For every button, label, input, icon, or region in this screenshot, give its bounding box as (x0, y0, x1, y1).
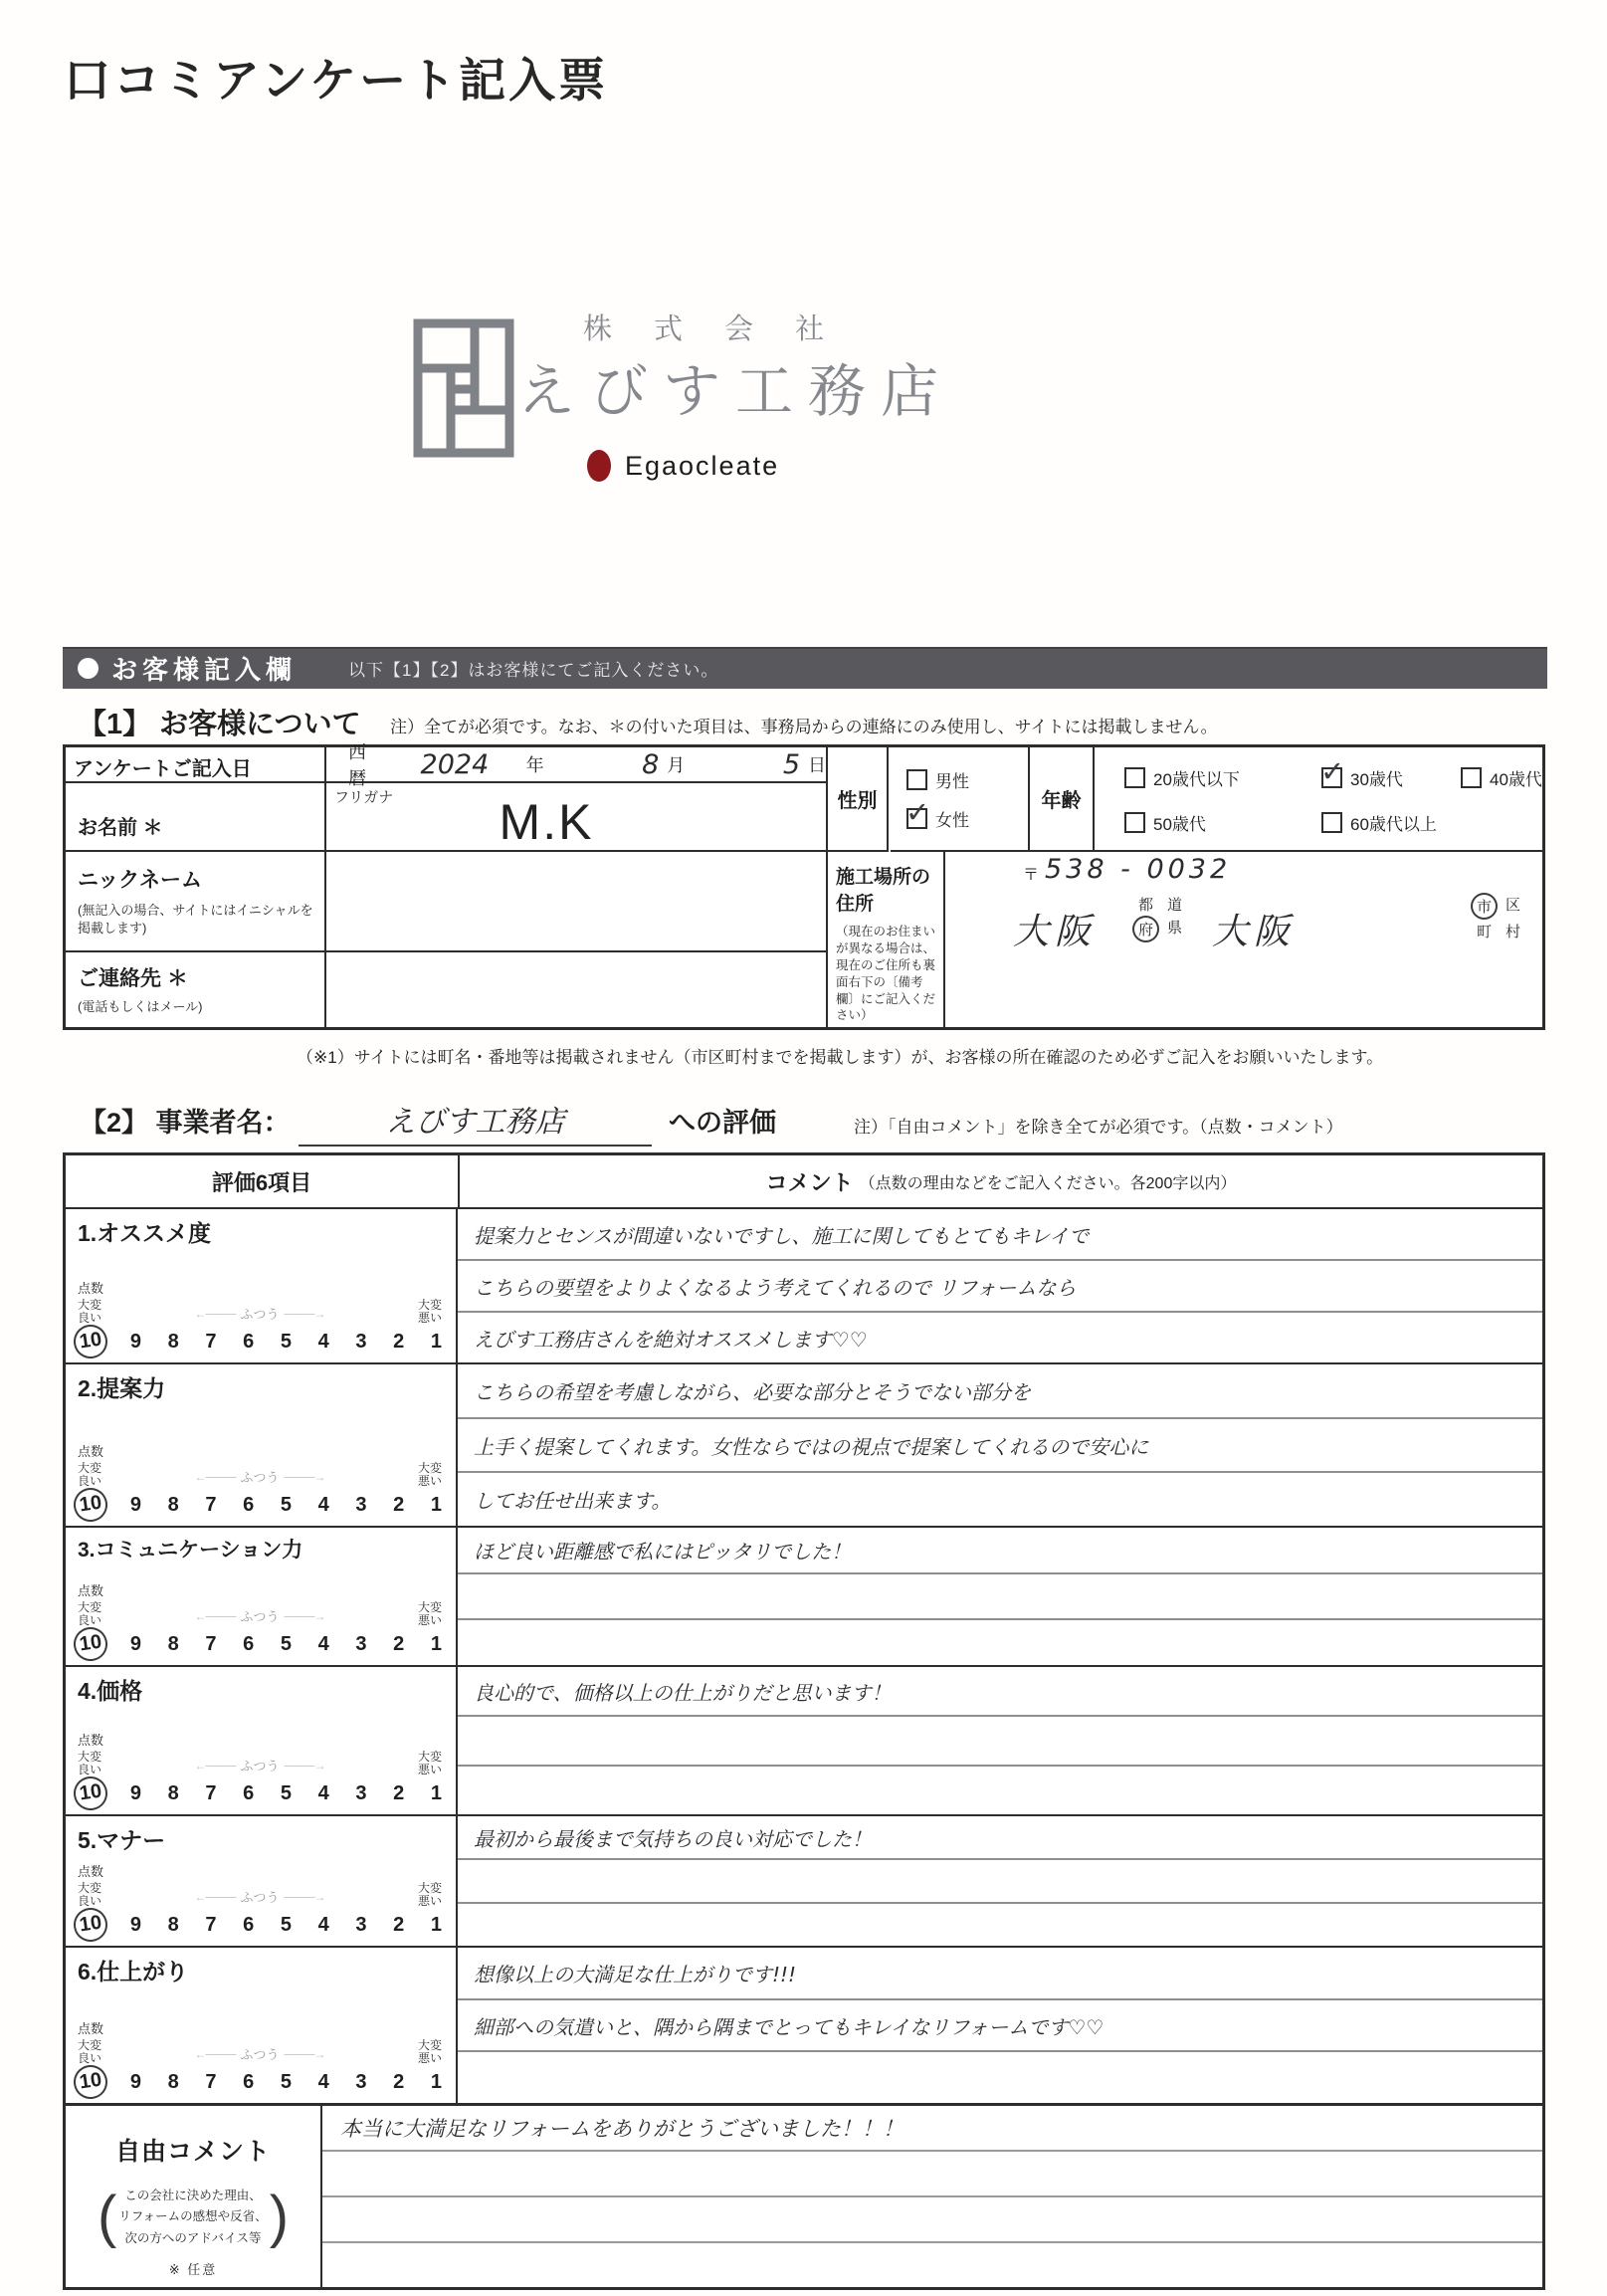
row2-score-cell: 2.提案力 点数 大変 良い ←──── ふつう ────→ 大変 悪い 10 9 8 7 6 5 4 3 2 1 (66, 1364, 458, 1526)
comment-line: 想像以上の大満足な仕上がりです!!! (458, 1948, 1542, 2000)
free-comment-label-cell (66, 2106, 322, 2287)
section1-footnote: （※1）サイトには町名・番地等は掲載されません（市区町村までを掲載します）が、お客様の所在確認のため必ずご記入をお願いいたします。 (297, 1048, 1384, 1067)
postal-mark: 〒 (1023, 867, 1040, 884)
scale-middle: ←──── ふつう ────→ (194, 1306, 325, 1322)
row5-score-cell: 5.マナー 点数 大変 良い ←──── ふつう ────→ 大変 悪い 10 9 8 7 6 5 4 3 2 1 (66, 1816, 458, 1946)
scale-labels: 大変 良い ←──── ふつう ────→ 大変 悪い (78, 1881, 442, 1909)
city-units (1473, 894, 1520, 941)
comment-line: ほど良い距離感で私にはピッタリでした！ (458, 1528, 1542, 1574)
evaluation-row-2 (66, 1362, 1542, 1526)
score-scale-row1: 10 9 8 7 6 5 4 3 2 1 (78, 1329, 442, 1355)
row6-title: 6.仕上がり (78, 1959, 189, 1984)
selected-score-circle: 10 (72, 1774, 110, 1812)
age-option-over60-label: 60歳代以上 (1350, 815, 1437, 834)
prefecture-value: 大阪 (1013, 912, 1098, 952)
customer-entry-section-bar (63, 647, 1547, 689)
gender-option-female (905, 796, 1028, 831)
month-unit: 月 (667, 755, 686, 775)
gender-label: 性別 (837, 790, 878, 812)
company-name: えびす工務店 (517, 359, 954, 424)
selected-score-circle: 10 (72, 1625, 110, 1663)
score-scale-row2: 10 9 8 7 6 5 4 3 2 1 (78, 1492, 442, 1518)
date-month-value: 8 (642, 748, 660, 780)
evaluation-row-4 (66, 1665, 1542, 1814)
contact-value-cell (326, 952, 826, 1027)
company-tagline: Egaocleate (625, 450, 780, 481)
gender-option-male-label: 男性 (935, 771, 969, 791)
nickname-label-cell (66, 852, 326, 952)
unit-cho: 町 (1477, 924, 1493, 940)
close-paren: ) (269, 2184, 290, 2249)
scale-arrow-left-icon: ←──── (194, 1306, 236, 1321)
scale-arrow-right-icon: ────→ (284, 1889, 325, 1904)
checkbox-30s (1320, 756, 1345, 788)
comment-line (458, 2052, 1542, 2103)
unit-to: 都 (1138, 897, 1154, 914)
customer-info-table (63, 744, 1545, 1030)
score-scale-row3: 10 9 8 7 6 5 4 3 2 1 (78, 1631, 442, 1657)
nickname-value-cell (326, 852, 826, 952)
free-comment-line (322, 2243, 1542, 2287)
scale-left-label: 大変 良い (78, 1297, 102, 1325)
age-option-30s-label: 30歳代 (1350, 770, 1403, 789)
comment-line (458, 1620, 1542, 1665)
scale-labels (78, 1299, 442, 1325)
city-value: 大阪 (1212, 912, 1297, 952)
checkbox-over60 (1321, 812, 1342, 833)
red-dot-icon (587, 450, 611, 482)
selected-score-circle: 10 (72, 1906, 110, 1944)
age-option-40s (1461, 765, 1542, 790)
comment-header-note: （点数の理由などをご記入ください。各200字以内） (859, 1174, 1237, 1192)
age-option-40s-label: 40歳代 (1490, 770, 1542, 789)
nickname-note: (無記入の場合、サイトにはイニシャルを掲載します) (78, 903, 313, 936)
gender-label-cell (826, 747, 889, 852)
page-title: 口コミアンケート記入票 (64, 54, 609, 106)
company-logo-icon (413, 318, 514, 463)
free-comment-line (322, 2152, 1542, 2197)
scale-arrow-left-icon: ←──── (194, 1758, 236, 1773)
bullet-circle-icon (78, 658, 99, 679)
prefecture-units (1134, 894, 1182, 941)
score-scale-row6: 10 9 8 7 6 5 4 3 2 1 (78, 2069, 442, 2095)
era-label: 西暦 (348, 742, 366, 788)
checkbox-male (906, 769, 927, 790)
comment-line: 上手く提案してくれます。女性ならではの視点で提案してくれるので安心に (458, 1419, 1542, 1474)
comment-line: 細部への気遣いと、隅から隅までとってもキレイなリフォームです♡♡ (458, 2000, 1542, 2053)
contact-label: ご連絡先 ＊ (78, 967, 188, 990)
scale-arrow-right-icon: ────→ (284, 1469, 325, 1484)
row2-title: 2.提案力 (78, 1375, 166, 1401)
comment-line (458, 1717, 1542, 1767)
unit-shi-circled: 市 (1471, 893, 1498, 920)
name-value-cell (326, 783, 826, 852)
name-label: お名前 ＊ (78, 817, 163, 839)
company-prefix: 株式会社 (583, 313, 867, 345)
age-option-under20 (1124, 765, 1240, 790)
evaluation-row-6 (66, 1946, 1542, 2103)
checkmark-icon: ✓ (905, 796, 930, 829)
age-label-cell (1030, 747, 1095, 852)
contact-note: (電話もしくはメール) (78, 999, 203, 1014)
section2-note: 注）「自由コメント」を除き全てが必須です。（点数・コメント） (854, 1118, 1343, 1137)
checkbox-40s (1461, 767, 1482, 788)
evaluation-row-5 (66, 1814, 1542, 1946)
age-option-50s-label: 50歳代 (1153, 815, 1206, 834)
address-note: （現在のお住まいが異なる場合は、現在のご住所も裏面右下の〔備考欄〕にご記入ください） (836, 925, 936, 1023)
year-unit: 年 (525, 755, 544, 775)
scale-arrow-left-icon: ←──── (194, 2046, 236, 2061)
section1-heading: 【1】 お客様について (78, 709, 361, 740)
comment-line: こちらの希望を考慮しながら、必要な部分とそうでない部分を (458, 1364, 1542, 1419)
unit-ken: 県 (1167, 920, 1183, 937)
comment-line: 提案力とセンスが間違いないですし、施工に関してもとてもキレイで (458, 1209, 1542, 1261)
comment-line: 良心的で、価格以上の仕上がりだと思います！ (458, 1667, 1542, 1717)
checkbox-female (905, 796, 930, 829)
free-comment-optional: ※ 任意 (168, 2261, 218, 2277)
checkbox-under20 (1124, 767, 1145, 788)
age-option-50s (1124, 810, 1206, 835)
nickname-label: ニックネーム (78, 869, 202, 892)
company-tagline-row (587, 450, 779, 482)
selected-score-circle: 10 (72, 1323, 110, 1360)
age-label: 年齢 (1041, 790, 1082, 812)
date-year-value: 2024 (420, 748, 490, 780)
business-name-underline (299, 1097, 652, 1147)
scale-arrow-left-icon: ←──── (194, 1608, 236, 1623)
free-comment-line: 本当に大満足なリフォームをありがとうございました！！！ (322, 2106, 1542, 2152)
row4-title: 4.価格 (78, 1678, 143, 1704)
gender-option-female-label: 女性 (935, 810, 969, 830)
evaluation-header-row (66, 1155, 1542, 1207)
row3-score-cell: 3.コミュニケーション力 点数 大変 良い ←──── ふつう ────→ 大変 悪い 10 9 8 7 6 5 4 3 2 1 (66, 1528, 458, 1665)
furigana-label: フリガナ (334, 789, 394, 806)
unit-son: 村 (1506, 924, 1521, 940)
row3-title: 3.コミュニケーション力 (78, 1539, 303, 1562)
row2-comment-cell (458, 1364, 1542, 1526)
day-unit: 日 (808, 755, 826, 775)
score-label: 点数 (78, 1280, 104, 1296)
date-label-cell (66, 747, 326, 783)
free-comment-value-cell (322, 2106, 1542, 2287)
comment-line (458, 1904, 1542, 1946)
date-label: アンケートご記入日 (74, 758, 252, 780)
items-header: 評価6項目 (66, 1155, 460, 1207)
score-scale-row5: 10 9 8 7 6 5 4 3 2 1 (78, 1912, 442, 1938)
row5-title: 5.マナー (78, 1827, 166, 1853)
comment-line: えびす工務店さんを絶対オススメします♡♡ (474, 1327, 868, 1352)
unit-fu-circled: 府 (1132, 916, 1159, 942)
row1-comment-cell (458, 1209, 1542, 1362)
comment-line (458, 1860, 1542, 1904)
comment-line: こちらの要望をよりよくなるよう考えてくれるので リフォームなら (458, 1261, 1542, 1313)
scale-arrow-left-icon: ←──── (194, 1469, 236, 1484)
gender-option-male (906, 767, 1028, 792)
section-bar-label: お客様記入欄 (111, 654, 298, 685)
comment-line: してお任せ出来ます。 (474, 1489, 672, 1514)
scale-labels: 大変 良い ←──── ふつう ────→ 大変 悪い (78, 2037, 442, 2065)
gender-options-cell (891, 747, 1030, 852)
unit-do: 道 (1167, 897, 1183, 914)
name-label-cell (66, 783, 326, 852)
date-day-value: 5 (782, 748, 800, 780)
free-comment-line (322, 2197, 1542, 2243)
comment-header (460, 1155, 1542, 1207)
scale-arrow-right-icon: ────→ (284, 1306, 325, 1321)
scale-right-label: 大変 悪い (417, 1297, 442, 1325)
scale-arrow-right-icon: ────→ (284, 1608, 325, 1623)
evaluation-row-1 (66, 1207, 1542, 1362)
postal-value: 538 - 0032 (1045, 854, 1232, 885)
row3-comment-cell (458, 1528, 1542, 1665)
row4-score-cell: 4.価格 点数 大変 良い ←──── ふつう ────→ 大変 悪い 10 9 8 7 6 5 4 3 2 1 (66, 1667, 458, 1814)
checkmark-icon: ✓ (1320, 756, 1345, 788)
address-label-cell (826, 852, 945, 1027)
selected-score-circle: 10 (72, 2063, 110, 2101)
comment-header-label: コメント (765, 1169, 854, 1195)
scale-arrow-right-icon: ────→ (284, 2046, 325, 2061)
row1-title: 1.オススメ度 (78, 1220, 211, 1246)
open-paren: ( (97, 2184, 117, 2249)
row6-score-cell: 6.仕上がり 点数 大変 良い ←──── ふつう ────→ 大変 悪い 10 9 8 7 6 5 4 3 2 1 (66, 1948, 458, 2103)
score-scale-row4: 10 9 8 7 6 5 4 3 2 1 (78, 1780, 442, 1806)
address-value-cell (945, 852, 1545, 1027)
age-option-over60 (1321, 810, 1437, 835)
section1-note: 注）全てが必須です。なお、＊の付いた項目は、事務局からの連絡にのみ使用し、サイトには掲載しません。 (390, 718, 1218, 736)
evaluation-table (63, 1152, 1545, 2290)
scale-labels: 大変 良い ←──── ふつう ────→ 大変 悪い (78, 1749, 442, 1776)
scale-arrow-left-icon: ←──── (194, 1889, 236, 1904)
free-comment-row (66, 2103, 1542, 2287)
row6-comment-cell (458, 1948, 1542, 2103)
section-bar-note: 以下【1】【2】はお客様にてご記入ください。 (348, 660, 719, 680)
scale-labels: 大変 良い ←──── ふつう ────→ 大変 悪い (78, 1460, 442, 1488)
scale-labels: 大変 良い ←──── ふつう ────→ 大変 悪い (78, 1599, 442, 1627)
selected-score-circle: 10 (72, 1486, 110, 1524)
business-name-value: えびす工務店 (385, 1105, 565, 1140)
row1-score-cell (66, 1209, 458, 1362)
row4-comment-cell (458, 1667, 1542, 1814)
contact-label-cell (66, 952, 326, 1027)
age-option-30s (1320, 756, 1403, 790)
free-comment-note: ( この会社に決めた理由、 リフォームの感想や反省、 次の方へのアドバイス等 ) (97, 2184, 290, 2249)
section2-heading-prefix: 【2】 事業者名： (80, 1108, 291, 1138)
free-comment-label: 自由コメント (114, 2138, 271, 2166)
unit-ku: 区 (1506, 897, 1521, 914)
scale-arrow-right-icon: ────→ (284, 1758, 325, 1773)
checkbox-50s (1124, 812, 1145, 833)
section2-heading-suffix: への評価 (669, 1108, 776, 1138)
row5-comment-cell (458, 1816, 1542, 1946)
age-options-cell (1095, 747, 1545, 852)
comment-line: 最初から最後まで気持ちの良い対応でした！ (458, 1816, 1542, 1860)
date-value-cell (326, 742, 826, 788)
age-option-under20-label: 20歳代以下 (1153, 770, 1240, 789)
comment-line (458, 1574, 1542, 1621)
name-value: M.K (499, 794, 594, 850)
comment-line (458, 1767, 1542, 1814)
address-label: 施工場所の住所 (836, 867, 931, 915)
evaluation-row-3 (66, 1526, 1542, 1665)
